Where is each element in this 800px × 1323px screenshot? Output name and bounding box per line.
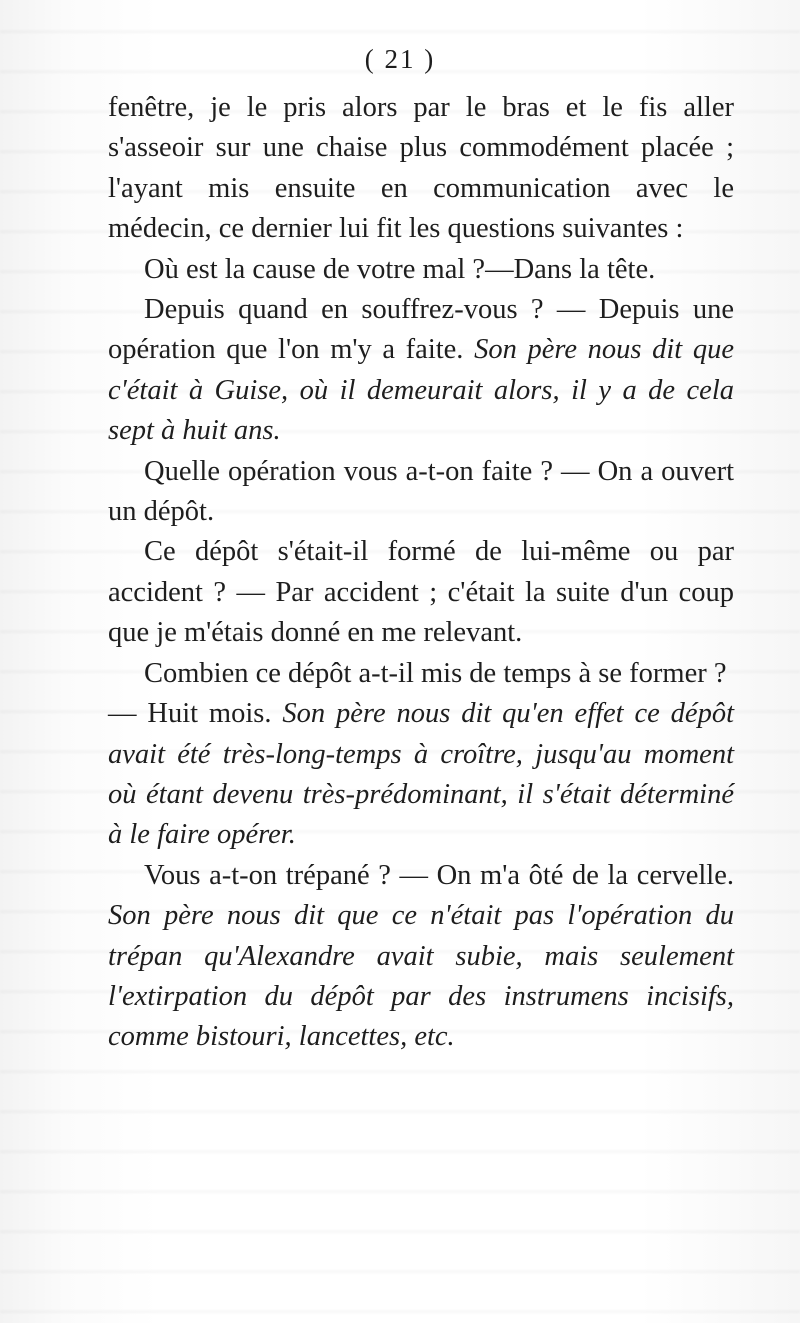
page-number: ( 21 ): [364, 44, 436, 74]
paragraph-8: [108, 856, 734, 1058]
text-run: Ce dépôt s'était-il formé de lui-même ou par accident ? — Par accident ; c'était la suite d'un coup que je m'étais donné en me relevant.: [108, 536, 734, 649]
text-run: fenêtre, je le pris alors par le bras et le fis aller s'asseoir sur une chaise plus commodément placée ; l'ayant mis ensuite en communication avec le médecin, ce dernier lui fit les questions suivantes :: [108, 92, 734, 245]
text-run: Où est la cause de votre mal ?—Dans la tête.: [144, 253, 656, 285]
paragraph-4: [108, 452, 734, 533]
italic-text-run: Son père nous dit qu'en effet ce dépôt avait été très-long-temps à croître, jusqu'au moment où étant devenu très-prédominant, il s'était déterminé à le faire opérer.: [108, 698, 734, 851]
text-run: — Huit mois.: [108, 698, 283, 730]
text-run: Quelle opération vous a-t-on faite ? — On a ouvert un dépôt.: [108, 455, 734, 528]
body-text: [108, 88, 734, 1058]
italic-text-run: Son père nous dit que c'était à Guise, où il demeurait alors, il y a de cela sept à huit ans.: [108, 334, 734, 447]
paragraph-6: [108, 654, 734, 694]
paragraph-3: [108, 290, 734, 452]
text-run: Combien ce dépôt a-t-il mis de temps à se former ?: [144, 657, 727, 689]
paragraph-2: [108, 250, 734, 290]
text-run: Depuis quand en souffrez-vous ? — Depuis une opération que l'on m'y a faite.: [108, 294, 734, 366]
paragraph-5: [108, 532, 734, 653]
paragraph-1: [108, 88, 734, 250]
paragraph-7: [108, 694, 734, 856]
text-run: Vous a-t-on trépané ? — On m'a ôté de la cervelle.: [144, 859, 734, 891]
italic-text-run: Son père nous dit que ce n'était pas l'opération du trépan qu'Alexandre avait subie, mais seulement l'extirpation du dépôt par des instrumens incisifs, comme bistouri, lancettes, etc.: [108, 900, 734, 1053]
